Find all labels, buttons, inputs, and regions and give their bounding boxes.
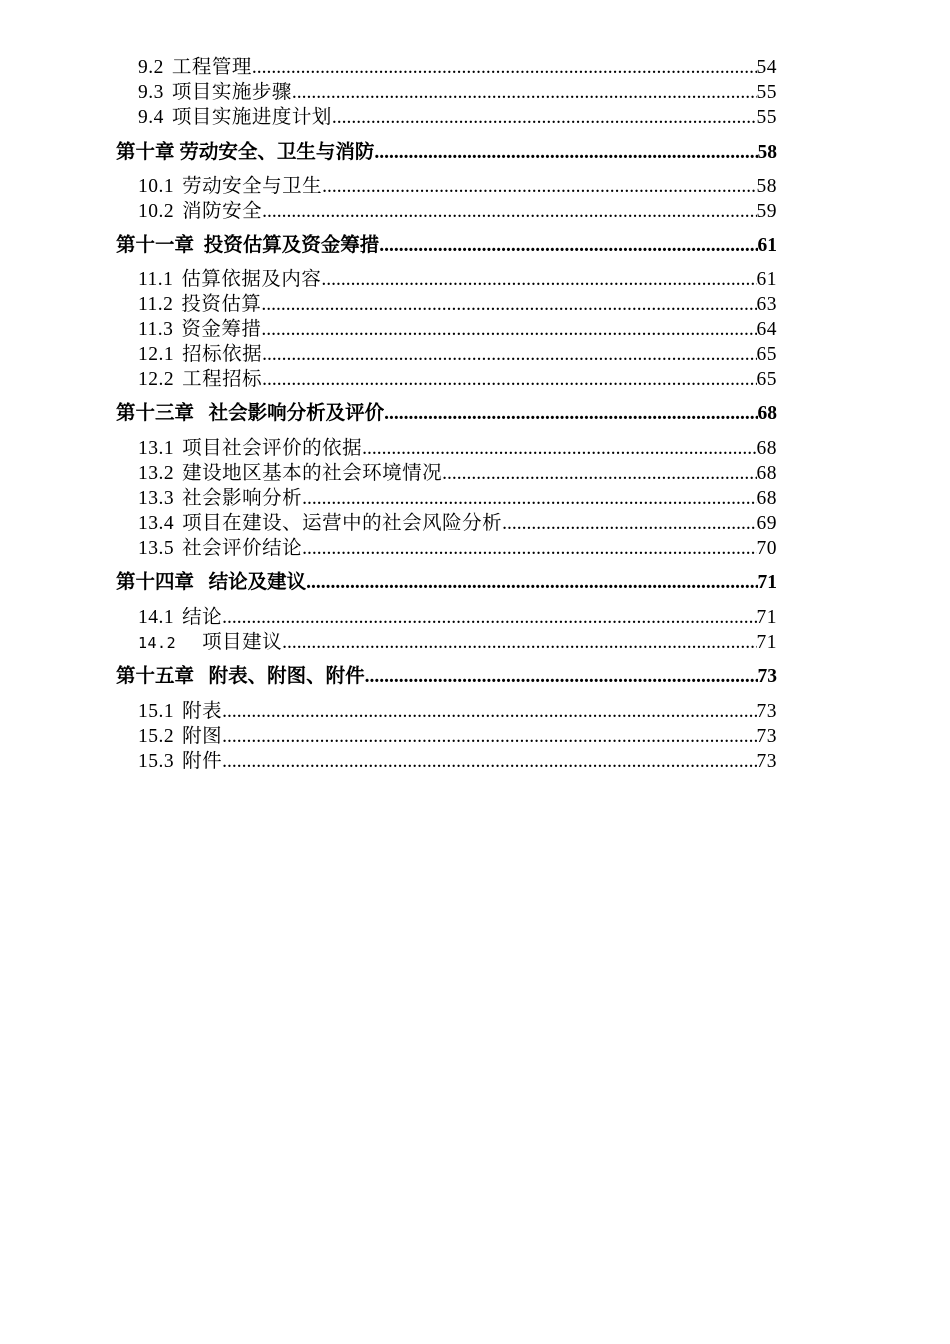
toc-leader-dots: [282, 631, 756, 655]
toc-leader-dots: [222, 750, 756, 774]
toc-chapter-page: 71: [757, 572, 777, 593]
toc-entry-page: 65: [756, 344, 777, 365]
toc-entry-number: 10.2: [138, 201, 175, 222]
toc-entry-page: 69: [756, 513, 777, 534]
toc-entry-page: 71: [756, 607, 777, 628]
toc-entry-page: 61: [756, 269, 777, 290]
toc-entry-page: 70: [756, 538, 777, 559]
toc-entry-number: 11.1: [138, 269, 174, 290]
toc-entry-page: 58: [756, 176, 777, 197]
toc-entry-page: 68: [756, 488, 777, 509]
toc-chapter-page: 68: [757, 403, 777, 424]
toc-chapter-title: 第十章 劳动安全、卫生与消防: [116, 142, 375, 163]
toc-entry-number: 11.2: [138, 294, 174, 315]
toc-entry[interactable]: [0, 81, 950, 105]
toc-entry[interactable]: [0, 318, 950, 342]
toc-entry-title: 劳动安全与卫生: [182, 176, 323, 197]
toc-entry[interactable]: [0, 200, 950, 224]
toc-entry-title: 资金筹措: [181, 319, 262, 340]
toc-chapter-page: 61: [757, 235, 777, 256]
toc-entry-page: 68: [756, 463, 777, 484]
toc-leader-dots: [374, 140, 757, 166]
toc-entry-title: 项目建议: [202, 632, 283, 653]
toc-entry-number: 9.3: [138, 82, 164, 103]
toc-entry-number: 13.3: [138, 488, 175, 509]
toc-entry[interactable]: [0, 56, 950, 80]
toc-entry[interactable]: [0, 606, 950, 630]
toc-entry-title: 项目实施进度计划: [171, 107, 332, 128]
toc-entry-title: 项目在建设、运营中的社会风险分析: [182, 513, 503, 534]
toc-leader-dots: [442, 462, 756, 486]
toc-chapter-title: 第十三章 社会影响分析及评价: [116, 403, 385, 424]
toc-leader-dots: [306, 570, 757, 596]
toc-entry-page: 64: [756, 319, 777, 340]
toc-entry-title: 社会影响分析: [182, 488, 303, 509]
toc-entry-number: 14.2: [138, 634, 177, 652]
toc-entry[interactable]: [0, 437, 950, 461]
toc-entry[interactable]: [0, 368, 950, 392]
toc-entry-number: 15.1: [138, 701, 175, 722]
toc-chapter-page: 73: [757, 666, 777, 687]
toc-leader-dots: [222, 606, 756, 630]
toc-entry-page: 73: [756, 701, 777, 722]
toc-chapter-title: 第十五章 附表、附图、附件: [116, 666, 365, 687]
toc-entry[interactable]: [0, 487, 950, 511]
toc-entry-number: 13.4: [138, 513, 175, 534]
toc-entry[interactable]: [0, 462, 950, 486]
toc-leader-dots: [502, 512, 756, 536]
toc-leader-dots: [262, 343, 756, 367]
toc-entry-title: 工程管理: [171, 57, 252, 78]
toc-chapter-title: 第十一章 投资估算及资金筹措: [116, 235, 380, 256]
toc-entry-page: 65: [756, 369, 777, 390]
toc-entry[interactable]: [0, 343, 950, 367]
toc-entry[interactable]: [0, 537, 950, 561]
toc-leader-dots: [252, 56, 757, 80]
toc-entry-page: 63: [756, 294, 777, 315]
toc-leader-dots: [302, 487, 756, 511]
toc-entry[interactable]: [0, 631, 950, 655]
toc-entry-title: 投资估算: [181, 294, 262, 315]
toc-chapter-entry[interactable]: [0, 140, 950, 166]
toc-chapter-entry[interactable]: [0, 570, 950, 596]
toc-entry-page: 54: [756, 57, 777, 78]
toc-leader-dots: [222, 700, 756, 724]
toc-entry-number: 10.1: [138, 176, 175, 197]
toc-chapter-entry[interactable]: [0, 233, 950, 259]
toc-chapter-entry[interactable]: [0, 664, 950, 690]
toc-entry-number: 9.4: [138, 107, 164, 128]
toc-entry[interactable]: [0, 750, 950, 774]
toc-chapter-title: 第十四章 结论及建议: [116, 572, 307, 593]
toc-entry-number: 12.1: [138, 344, 175, 365]
toc-entry-title: 附表: [182, 701, 223, 722]
toc-entry[interactable]: [0, 725, 950, 749]
toc-entry[interactable]: [0, 512, 950, 536]
toc-entry-page: 59: [756, 201, 777, 222]
toc-entry-title: 消防安全: [182, 201, 263, 222]
toc-leader-dots: [292, 81, 757, 105]
toc-entry-title: 社会评价结论: [182, 538, 303, 559]
toc-entry-number: 15.2: [138, 726, 175, 747]
toc-entry-number: 15.3: [138, 751, 175, 772]
toc-entry-number: 13.5: [138, 538, 175, 559]
toc-leader-dots: [384, 401, 757, 427]
toc-entry-title: 估算依据及内容: [181, 269, 322, 290]
toc-leader-dots: [261, 293, 756, 317]
toc-entry-title: 建设地区基本的社会环境情况: [182, 463, 443, 484]
toc-entry-page: 55: [756, 82, 777, 103]
toc-leader-dots: [262, 200, 756, 224]
toc-leader-dots: [261, 318, 756, 342]
toc-entry[interactable]: [0, 106, 950, 130]
toc-entry[interactable]: [0, 293, 950, 317]
toc-entry-title: 结论: [182, 607, 223, 628]
toc-entry-page: 73: [756, 726, 777, 747]
toc-entry-page: 71: [756, 632, 777, 653]
toc-leader-dots: [222, 725, 756, 749]
toc-leader-dots: [332, 106, 757, 130]
toc-entry[interactable]: [0, 700, 950, 724]
toc-leader-dots: [302, 537, 756, 561]
toc-entry-title: 工程招标: [182, 369, 263, 390]
toc-chapter-entry[interactable]: [0, 401, 950, 427]
toc-entry-title: 附图: [182, 726, 223, 747]
toc-entry[interactable]: [0, 268, 950, 292]
toc-entry-number: 13.2: [138, 463, 175, 484]
toc-leader-dots: [321, 268, 756, 292]
toc-entry-title: 项目实施步骤: [171, 82, 292, 103]
toc-entry[interactable]: [0, 175, 950, 199]
toc-leader-dots: [379, 233, 757, 259]
toc-entry-title: 项目社会评价的依据: [182, 438, 363, 459]
toc-entry-number: 14.1: [138, 607, 175, 628]
toc-leader-dots: [262, 368, 756, 392]
toc-entry-number: 11.3: [138, 319, 174, 340]
toc-entry-title: 附件: [182, 751, 223, 772]
toc-leader-dots: [365, 664, 758, 690]
toc-leader-dots: [322, 175, 756, 199]
toc-leader-dots: [362, 437, 756, 461]
toc-entry-page: 73: [756, 751, 777, 772]
toc-entry-number: 12.2: [138, 369, 175, 390]
toc-entry-number: 9.2: [138, 57, 164, 78]
toc-entry-page: 68: [756, 438, 777, 459]
toc-chapter-page: 58: [757, 142, 777, 163]
toc-entry-number: 13.1: [138, 438, 175, 459]
toc-entry-title: 招标依据: [182, 344, 263, 365]
toc-entry-page: 55: [756, 107, 777, 128]
